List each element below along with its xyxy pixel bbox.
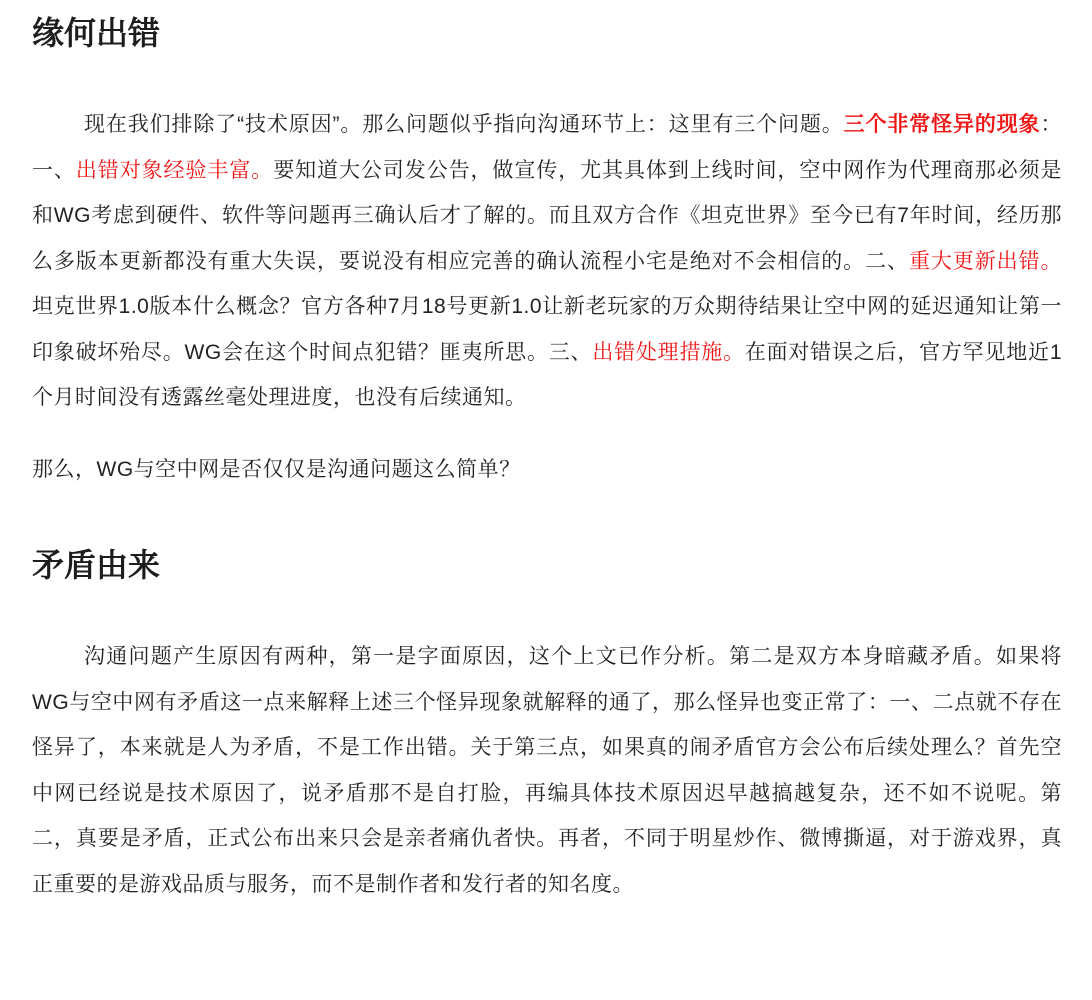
section-heading: 矛盾由来 xyxy=(32,547,161,583)
text-run: 要知道大公司发公告，做宣传，尤其具体到上线时间，空中网作为代理商那必须是和WG考虑到硬件、软件等问题再三确认后才了解的。而且双方合作《坦克世界》至今已有7年时间，经历那么多版本更新都没有重大失误，要说没有相应完善的确认流程小宅是绝对不会相信的。二、 xyxy=(32,158,1063,273)
paragraph xyxy=(32,634,1062,907)
text-run: 沟通问题产生原因有两种，第一是字面原因，这个上文已作分析。第二是双方本身暗藏矛盾。如果将WG与空中网有矛盾这一点来解释上述三个怪异现象就解释的通了，那么怪异也变正常了：一、二点就不存在怪异了，本来就是人为矛盾，不是工作出错。关于第三点，如果真的闹矛盾官方会公布后续处理么？首先空中网已经说是技术原因了，说矛盾那不是自打脸，再编具体技术原因迟早越搞越复杂，还不如不说呢。第二，真要是矛盾，正式公布出来只会是亲者痛仇者快。再者，不同于明星炒作、微博撕逼，对于游戏界，真正重要的是游戏品质与服务，而不是制作者和发行者的知名度。 xyxy=(32,645,1062,896)
section-heading: 缘何出错 xyxy=(32,15,161,51)
text-run: ：一、 xyxy=(32,113,1063,182)
article xyxy=(32,14,1062,907)
paragraph xyxy=(32,102,1062,421)
text-run: 现在我们排除了“技术原因”。那么问题似乎指向沟通环节上：这里有三个问题。 xyxy=(84,113,844,136)
highlight-run: 重大更新出错。 xyxy=(908,249,1062,273)
text-run: 那么，WG与空中网是否仅仅是沟通问题这么简单？ xyxy=(32,457,521,481)
highlight-run: 三个非常怪异的现象 xyxy=(843,113,1041,136)
paragraph xyxy=(32,447,1062,493)
text-run: 在面对错误之后，官方罕见地近1个月时间没有透露丝毫处理进度，也没有后续通知。 xyxy=(32,340,1063,409)
highlight-run: 出错处理措施。 xyxy=(592,340,745,364)
text-run: 坦克世界1.0版本什么概念？官方各种7月18号更新1.0让新老玩家的万众期待结果让空中网的延迟通知让第一印象破坏殆尽。WG会在这个时间点犯错？匪夷所思。三、 xyxy=(32,295,1062,364)
highlight-run: 出错对象经验丰富。 xyxy=(75,158,274,182)
